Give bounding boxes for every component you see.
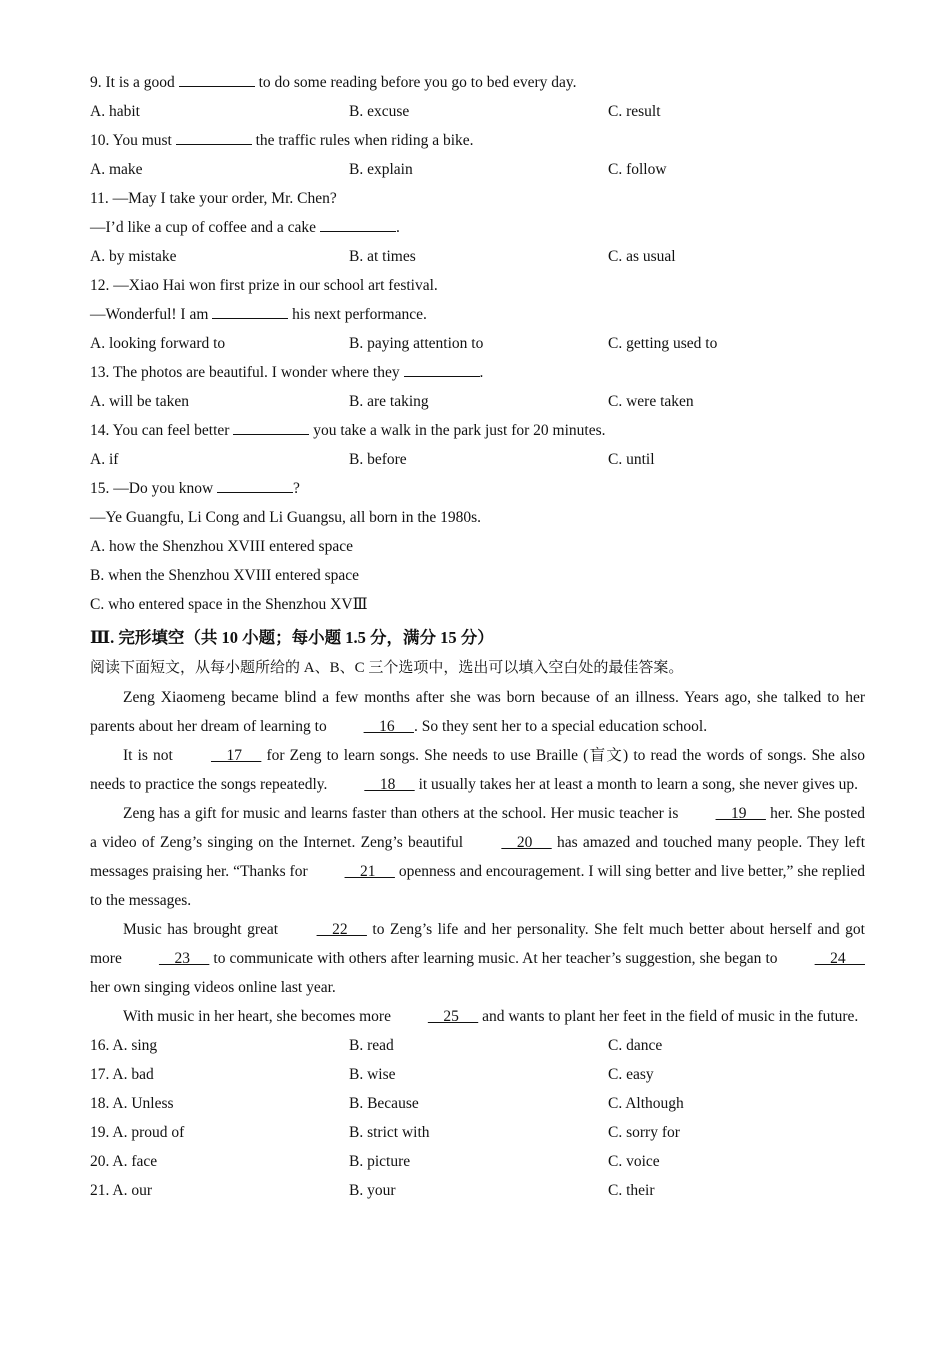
- question-14-options: [90, 445, 865, 474]
- passage-paragraph-2: It is not 17 for Zeng to learn songs. She needs to use Braille (盲文) to read the words of songs. She also needs to practice the songs repeatedly. 18 it usually takes her at least a month to learn a song, she never gives up.: [90, 741, 865, 799]
- option-c: C. getting used to: [608, 335, 718, 352]
- passage-paragraph-1: Zeng Xiaomeng became blind a few months after she was born because of an illness. Years ago, she talked to her parents about her dream of learning to 16 . So they sent her to a special education school.: [90, 683, 865, 741]
- option-b: B. strict with: [349, 1124, 430, 1141]
- question-15-line2: —Ye Guangfu, Li Cong and Li Guangsu, all born in the 1980s.: [90, 509, 482, 526]
- option-c: C. dance: [608, 1037, 663, 1054]
- option-c: C. Although: [608, 1095, 684, 1112]
- cloze-blank-17: 17: [210, 747, 262, 764]
- answer-blank: [179, 71, 255, 87]
- answer-blank: [404, 361, 480, 377]
- option-b: B. at times: [349, 248, 416, 265]
- question-13-options: [90, 387, 865, 416]
- question-15-option-a: A. how the Shenzhou XVIII entered space: [90, 538, 353, 555]
- question-15-stem: 15. —Do you know ?: [90, 474, 865, 503]
- option-b: B. wise: [349, 1066, 396, 1083]
- cloze-blank-23: 23: [158, 950, 210, 967]
- passage-paragraph-5: With music in her heart, she becomes more 25 and wants to plant her feet in the field of music in the future.: [90, 1002, 865, 1031]
- option-b: B. are taking: [349, 393, 429, 410]
- option-c: C. were taken: [608, 393, 694, 410]
- question-11-line1: 11. —May I take your order, Mr. Chen?: [90, 190, 337, 207]
- section-3-title: Ⅲ. 完形填空（共 10 小题；每小题 1.5 分，满分 15 分）: [90, 628, 494, 647]
- option-a: A. habit: [90, 103, 140, 120]
- option-c: C. voice: [608, 1153, 660, 1170]
- option-b: B. excuse: [349, 103, 410, 120]
- option-c: C. as usual: [608, 248, 676, 265]
- option-a: 19. A. proud of: [90, 1124, 185, 1141]
- cloze-options-18: [90, 1089, 865, 1118]
- option-a: 18. A. Unless: [90, 1095, 174, 1112]
- question-12-stem: —Wonderful! I am his next performance.: [90, 300, 865, 329]
- passage-paragraph-4: Music has brought great 22 to Zeng’s life and her personality. She felt much better about herself and got more 23 to communicate with others after learning music. At her teacher’s suggestion, she began to 24 her own singing videos online last year.: [90, 915, 865, 1002]
- option-b: B. paying attention to: [349, 335, 484, 352]
- question-13-stem: 13. The photos are beautiful. I wonder where they .: [90, 358, 865, 387]
- question-12-line1: 12. —Xiao Hai won first prize in our school art festival.: [90, 277, 438, 294]
- option-b: B. before: [349, 451, 407, 468]
- cloze-blank-19: 19: [715, 805, 766, 822]
- cloze-blank-22: 22: [316, 921, 367, 938]
- option-c: C. until: [608, 451, 655, 468]
- question-15-option-b: B. when the Shenzhou XVIII entered space: [90, 567, 360, 584]
- question-10-options: [90, 155, 865, 184]
- question-11-options: [90, 242, 865, 271]
- option-b: B. read: [349, 1037, 394, 1054]
- option-a: A. by mistake: [90, 248, 177, 265]
- question-12-options: [90, 329, 865, 358]
- option-a: A. make: [90, 161, 143, 178]
- cloze-blank-21: 21: [344, 863, 395, 880]
- answer-blank: [176, 129, 252, 145]
- option-a: A. looking forward to: [90, 335, 226, 352]
- option-a: 21. A. our: [90, 1182, 152, 1199]
- option-c: C. result: [608, 103, 661, 120]
- cloze-blank-18: 18: [364, 776, 415, 793]
- option-c: C. easy: [608, 1066, 654, 1083]
- passage-paragraph-3: Zeng has a gift for music and learns faster than others at the school. Her music teacher is 19 her. She posted a video of Zeng’s singing on the Internet. Zeng’s beautiful 20 has amazed and touched many people. They left messages praising her. “Thanks for 21 openness and encouragement. I will sing better and live better,” she replied to the messages.: [90, 799, 865, 915]
- option-b: B. explain: [349, 161, 413, 178]
- answer-blank: [233, 419, 309, 435]
- option-a: A. if: [90, 451, 119, 468]
- option-a: 16. A. sing: [90, 1037, 158, 1054]
- cloze-options-17: [90, 1060, 865, 1089]
- exam-page: [90, 68, 865, 1205]
- answer-blank: [217, 477, 293, 493]
- answer-blank: [212, 303, 288, 319]
- question-15-option-c: C. who entered space in the Shenzhou XVⅢ: [90, 596, 368, 613]
- answer-blank: [320, 216, 396, 232]
- section-3-instruction: 阅读下面短文，从每小题所给的 A、B、C 三个选项中，选出可以填入空白处的最佳答案。: [90, 660, 684, 676]
- cloze-options-20: [90, 1147, 865, 1176]
- option-b: B. picture: [349, 1153, 411, 1170]
- cloze-options-21: [90, 1176, 865, 1205]
- question-10-stem: 10. You must the traffic rules when riding a bike.: [90, 126, 865, 155]
- question-11-stem: —I’d like a cup of coffee and a cake .: [90, 213, 865, 242]
- question-9-options: [90, 97, 865, 126]
- option-c: C. sorry for: [608, 1124, 680, 1141]
- cloze-options-16: [90, 1031, 865, 1060]
- cloze-blank-24: 24: [814, 950, 865, 967]
- option-a: 20. A. face: [90, 1153, 158, 1170]
- option-c: C. follow: [608, 161, 667, 178]
- question-14-stem: 14. You can feel better you take a walk in the park just for 20 minutes.: [90, 416, 865, 445]
- cloze-blank-20: 20: [501, 834, 552, 851]
- option-a: 17. A. bad: [90, 1066, 154, 1083]
- question-9-stem: 9. It is a good to do some reading before you go to bed every day.: [90, 68, 865, 97]
- option-b: B. your: [349, 1182, 396, 1199]
- option-a: A. will be taken: [90, 393, 190, 410]
- cloze-options-19: [90, 1118, 865, 1147]
- cloze-blank-25: 25: [427, 1008, 479, 1025]
- option-c: C. their: [608, 1182, 655, 1199]
- option-b: B. Because: [349, 1095, 419, 1112]
- cloze-blank-16: 16: [363, 718, 414, 735]
